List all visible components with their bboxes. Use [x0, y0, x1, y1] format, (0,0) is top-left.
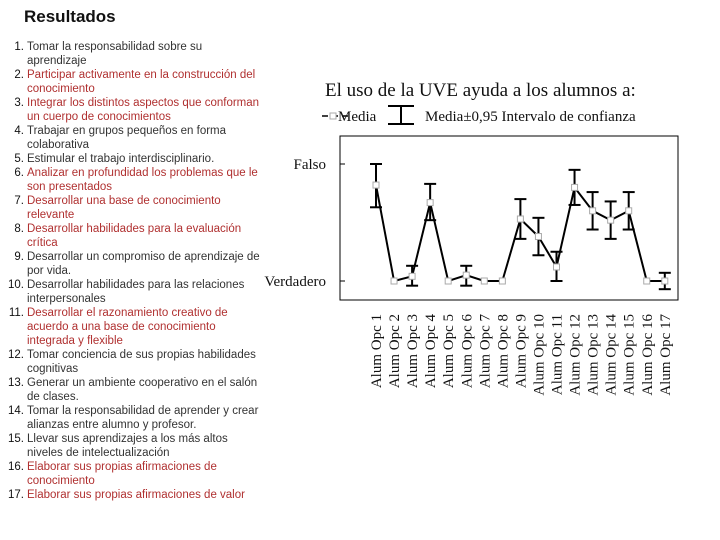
mean-marker	[499, 278, 505, 284]
mean-marker	[590, 208, 596, 214]
x-tick-label: Alum Opc 11	[549, 314, 566, 396]
list-item	[0, 96, 262, 124]
chart-legend	[322, 106, 636, 125]
mean-marker	[572, 184, 578, 190]
list-item-text: Desarrollar una base de conocimiento relevante	[27, 195, 221, 221]
mean-marker	[662, 278, 668, 284]
list-item-number: 13.	[8, 377, 24, 389]
legend-mean-marker	[330, 113, 336, 119]
list-item-number: 11.	[8, 307, 24, 319]
x-tick-label: Alum Opc 15	[621, 314, 638, 396]
legend-mean-label: Media	[338, 109, 377, 125]
y-tick-label: Verdadero	[264, 274, 326, 290]
list-item	[0, 40, 262, 68]
x-tick-label: Alum Opc 6	[459, 314, 476, 389]
list-item-number: 16.	[8, 461, 24, 473]
page-title: Resultados	[24, 7, 116, 26]
mean-marker	[391, 278, 397, 284]
list-item-number: 12.	[8, 349, 24, 361]
x-tick-label: Alum Opc 13	[585, 314, 602, 396]
list-item	[0, 278, 262, 306]
list-item-text: Analizar en profundidad los problemas que le son presentados	[27, 167, 258, 193]
mean-marker	[626, 208, 632, 214]
list-item	[0, 376, 262, 404]
list-item-number: 1.	[14, 41, 24, 53]
list-item-text: Tomar la responsabilidad sobre su aprendizaje	[27, 41, 203, 67]
x-tick-label: Alum Opc 16	[639, 314, 656, 396]
mean-marker	[644, 278, 650, 284]
mean-marker	[608, 217, 614, 223]
mean-marker	[445, 278, 451, 284]
list-item-text: Tomar conciencia de sus propias habilidades cognitivas	[27, 349, 256, 375]
mean-marker	[554, 264, 560, 270]
list-item-text: Trabajar en grupos pequeños en forma colaborativa	[27, 125, 227, 151]
list-item	[0, 460, 262, 488]
list-item	[0, 250, 262, 278]
list-item-text: Estimular el trabajo interdisciplinario.	[27, 153, 215, 165]
list-item	[0, 152, 262, 166]
mean-marker	[373, 182, 379, 188]
x-tick-label: Alum Opc 12	[567, 314, 584, 396]
x-tick-label: Alum Opc 7	[477, 314, 494, 389]
list-item-text: Elaborar sus propias afirmaciones de valor	[27, 489, 245, 501]
list-item-number: 4.	[14, 125, 24, 137]
list-item-number: 9.	[14, 251, 24, 263]
list-item	[0, 432, 262, 460]
list-item	[0, 404, 262, 432]
list-item-text: Integrar los distintos aspectos que conforman un cuerpo de conocimientos	[27, 97, 260, 123]
x-tick-label: Alum Opc 5	[441, 314, 458, 389]
mean-marker	[481, 278, 487, 284]
list-item-number: 6.	[14, 167, 24, 179]
mean-marker	[409, 273, 415, 279]
x-tick-label: Alum Opc 2	[387, 314, 404, 389]
list-item-number: 8.	[14, 223, 24, 235]
list-item-text: Generar un ambiente cooperativo en el salón de clases.	[27, 377, 258, 403]
list-item	[0, 166, 262, 194]
list-item-text: Elaborar sus propias afirmaciones de conocimiento	[27, 461, 217, 487]
list-item	[0, 222, 262, 250]
list-item	[0, 348, 262, 376]
mean-marker	[535, 234, 541, 240]
legend-interval-label: Media±0,95 Intervalo de confianza	[425, 109, 636, 125]
mean-marker	[427, 200, 433, 206]
list-item	[0, 68, 262, 96]
list-item-number: 15.	[8, 433, 24, 445]
x-tick-label: Alum Opc 17	[657, 314, 674, 396]
uve-chart	[250, 70, 690, 415]
list-item-text: Participar activamente en la construcción del conocimiento	[27, 69, 256, 95]
list-item-number: 5.	[14, 153, 24, 165]
x-tick-label: Alum Opc 14	[603, 314, 620, 396]
mean-marker	[517, 216, 523, 222]
x-tick-label: Alum Opc 4	[423, 314, 440, 389]
x-tick-label: Alum Opc 10	[531, 314, 548, 396]
list-item-number: 10.	[8, 279, 24, 291]
x-tick-label: Alum Opc 9	[513, 314, 530, 389]
list-item-text: Desarrollar el razonamiento creativo de acuerdo a una base de conocimiento integrada y flexible	[27, 307, 228, 347]
list-item	[0, 488, 262, 502]
x-tick-label: Alum Opc 1	[369, 314, 385, 389]
list-item	[0, 124, 262, 152]
list-item-number: 2.	[14, 69, 24, 81]
list-item-text: Desarrollar un compromiso de aprendizaje de por vida.	[27, 251, 260, 277]
list-item-number: 14.	[8, 405, 24, 417]
list-item-text: Desarrollar habilidades para las relaciones interpersonales	[27, 279, 245, 305]
x-tick-label: Alum Opc 3	[405, 314, 422, 389]
plot-frame	[340, 136, 678, 300]
list-item-text: Tomar la responsabilidad de aprender y crear alianzas entre alumno y profesor.	[27, 405, 259, 431]
list-item	[0, 306, 262, 348]
chart-title: El uso de la UVE ayuda a los alumnos a:	[325, 80, 636, 101]
list-item-number: 17.	[8, 489, 24, 501]
list-item-number: 3.	[14, 97, 24, 109]
legend-interval-swatch	[388, 106, 414, 124]
mean-marker	[463, 272, 469, 278]
results-list	[0, 40, 262, 502]
list-item-text: Desarrollar habilidades para la evaluación crítica	[27, 223, 242, 249]
x-tick-label: Alum Opc 8	[495, 314, 512, 389]
list-item-text: Llevar sus aprendizajes a los más altos niveles de intelectualización	[27, 433, 228, 459]
list-item	[0, 194, 262, 222]
y-tick-label: Falso	[293, 157, 326, 173]
list-item-number: 7.	[14, 195, 24, 207]
